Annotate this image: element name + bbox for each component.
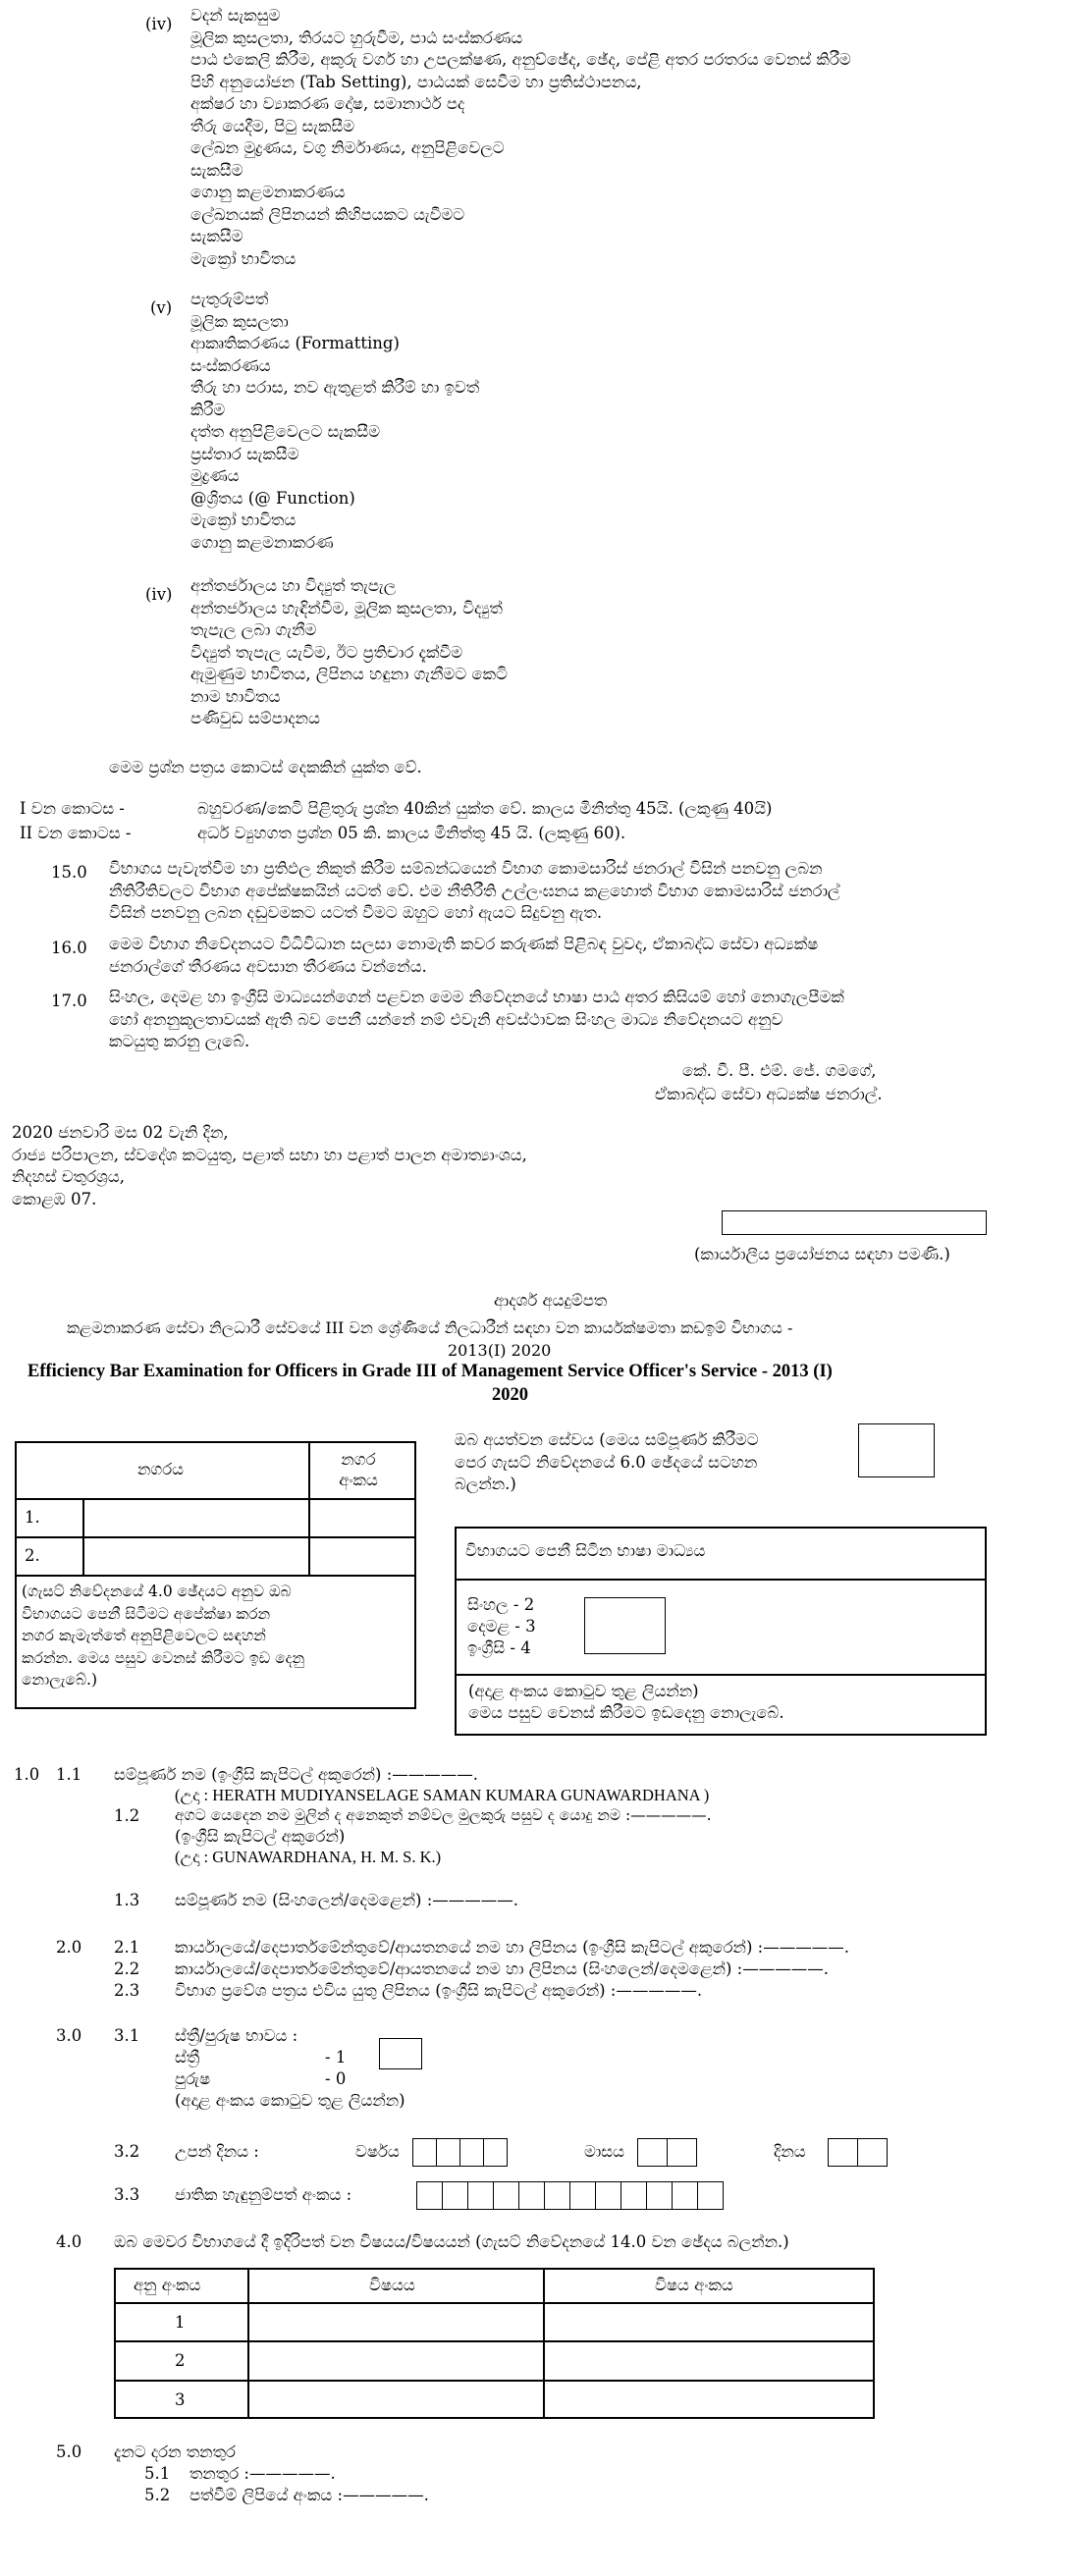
text-line: හෝ අනනුකූලතාවයක් ඇති බව පෙනී යන්නේ නම් එවැනි අවස්ථාවක සිංහල මාධ්‍ය නිවේදනයට අනුව xyxy=(109,1009,783,1029)
gender-label: ස්ත්‍රී/පුරුෂ භාවය : xyxy=(175,2026,298,2045)
year-label: වර්ෂය xyxy=(355,2142,400,2161)
divider xyxy=(455,1674,987,1676)
row-number: 2 xyxy=(175,2351,186,2370)
city-col-header: නගරය xyxy=(137,1460,185,1478)
q-number: 2.3 xyxy=(114,1981,140,2000)
text-line: පිහි අනුයෝජන (Tab Setting), පාඨයක් සෙවීම හා ප්‍රතිස්ථාපනය, xyxy=(190,72,642,91)
text-line: තීරු යෙදීම, පිටු සැකසීම xyxy=(190,116,355,135)
text-line: නොලැබේ.) xyxy=(22,1671,98,1689)
medium-option: සිංහල - 2 xyxy=(467,1595,535,1614)
text-line: ප්‍රස්තාර සැකසීම xyxy=(190,444,299,463)
text-line: ඔබ අයත්වන සේවය (මෙය සම්පූර්ණ කිරීමට xyxy=(455,1430,759,1449)
text-line: සිංහල, දෙමළ හා ඉංග්‍රීසි මාධ්‍යයන්ගෙන් පළවන මෙම නිවේදනයේ භාෂා පාඨ අතර කිසියම් හෝ නොගැලපීමක් xyxy=(109,988,844,1006)
text-line: කරන්න. මෙය පසුව වෙනස් කිරීමට ඉඩ දෙනු xyxy=(22,1648,305,1667)
text-line: @ශ්‍රිතය (@ Function) xyxy=(190,488,355,508)
clause-text xyxy=(109,858,840,925)
gender-code: - 0 xyxy=(325,2069,347,2088)
clause-number: 15.0 xyxy=(51,863,87,882)
subject-header: විෂයය xyxy=(369,2276,415,2294)
divider xyxy=(543,2268,545,2419)
divider xyxy=(114,2302,875,2304)
text-line: ලේඛනයක් ලිපිනයන් කිහිපයකට යැවීමට xyxy=(190,204,465,224)
office-use-box[interactable] xyxy=(722,1210,987,1235)
divider xyxy=(15,1536,416,1538)
nic-digit-box[interactable] xyxy=(493,2181,519,2210)
nic-digit-box[interactable] xyxy=(697,2181,724,2210)
syllabus-list-word-processing xyxy=(190,5,851,270)
text-line: පාඨ එකෙලි කිරීම, අකුරු වර්ග හා උපලක්ෂණ, අනුච්ඡේද, ඡේද, පේළි අතර පරතරය වෙනස් කිරීම xyxy=(190,50,851,69)
q-number: 2.1 xyxy=(114,1938,140,1957)
q-number: 1.3 xyxy=(114,1891,140,1909)
text-line: වදන් සැකසුම xyxy=(190,6,281,25)
q-note: (අදාළ අංකය කොටුව තුළ ලියන්න) xyxy=(175,2091,405,2110)
admission-address-field[interactable]: විභාග ප්‍රවේශ පත්‍රය එවිය යුතු ලිපිනය (ඉංග්‍රීසි කැපිටල් අකුරෙන්) :—————. xyxy=(175,1981,703,2000)
nic-digit-box[interactable] xyxy=(544,2181,570,2210)
year-digit-box[interactable] xyxy=(436,2138,460,2167)
syllabus-list-spreadsheets xyxy=(190,289,479,554)
text-line: විසින් පනවනු ලබන දඬුවමකට යටත් වීමට ඔහුට හෝ ඇයට සිදුවනු ඇත. xyxy=(109,903,603,922)
nic-digit-box[interactable] xyxy=(467,2181,494,2210)
full-name-english-field[interactable]: සම්පූර්ණ නම (ඉංග්‍රීසි කැපිටල් අකුරෙන්) :—————. xyxy=(114,1765,479,1784)
subject-1-input[interactable] xyxy=(251,2306,540,2338)
syllabus-list-internet xyxy=(190,575,508,730)
month-digit-box[interactable] xyxy=(667,2138,697,2167)
service-input-box[interactable] xyxy=(858,1423,935,1477)
text-line: කොළඹ 07. xyxy=(12,1189,97,1208)
text-line: සැකසීම xyxy=(190,160,243,180)
text-line: විභාගය පැවැත්වීම හා ප්‍රතිඵල නිකුත් කිරීම සම්බන්ධයෙන් විභාග කොමසාරිස් ජනරාල් විසින් පනවනු ලබන xyxy=(109,859,823,878)
appointment-letter-no-field[interactable]: පත්වීම් ලිපියේ අංකය :—————. xyxy=(189,2486,429,2504)
nic-digit-box[interactable] xyxy=(672,2181,698,2210)
nic-label: ජාතික හැඳුනුම්පත් අංකය : xyxy=(175,2185,352,2204)
text-line: සැකසීම xyxy=(190,227,243,245)
name-with-initials-field[interactable]: අගට යෙදෙන නම මුලින් ද අනෙකුත් නම්වල මුලකුරු පසුව ද යොදු නම :—————. xyxy=(175,1806,712,1824)
nic-digit-box[interactable] xyxy=(569,2181,596,2210)
form-title-english: Efficiency Bar Examination for Officers in Grade III of Management Service Officer's Service - 2013 (I) xyxy=(27,1362,833,1381)
signatory-title: ඒකාබද්ධ සේවා අධ්‍යක්ෂ ජනරාල්. xyxy=(655,1085,883,1103)
text-line: මෙම විභාග නිවේදනයට විධිවිධාන සලසා නොමැති කවර කරුණක් පිළිබඳ වුවද, ඒකාබද්ධ සේවා අධ්‍යක්ෂ xyxy=(109,935,819,953)
part1-text: බහුවරණ/කෙටි පිළිතුරු ප්‍රශ්න 40කින් යුක්ත වේ. කාලය මිනිත්තු 45යි. (ලකුණු 40යි) xyxy=(197,799,773,818)
example-text: (උදා : HERATH MUDIYANSELAGE SAMAN KUMARA GUNAWARDHANA ) xyxy=(175,1786,710,1804)
nic-digit-box[interactable] xyxy=(416,2181,443,2210)
medium-note: මෙය පසුව වෙනස් කිරීමට ඉඩදෙනු නොලැබේ. xyxy=(468,1703,784,1722)
text-line: අන්තර්ජාලය හා විද්‍යුත් තැපැල xyxy=(190,576,397,595)
nic-digit-box[interactable] xyxy=(595,2181,621,2210)
nic-digit-box[interactable] xyxy=(620,2181,647,2210)
divider xyxy=(247,2268,249,2419)
city-2-number-input[interactable] xyxy=(312,1540,412,1572)
city-1-input[interactable] xyxy=(86,1502,304,1533)
full-name-sinhala-field[interactable]: සම්පූර්ණ නම (සිංහලෙන්/දෙමළෙන්) :—————. xyxy=(175,1891,519,1909)
divider xyxy=(114,2340,875,2342)
text-line: තැපැල ලබා ගැනීම xyxy=(190,620,317,639)
city-table-note xyxy=(22,1581,304,1691)
divider xyxy=(114,2380,875,2382)
row-number: 2. xyxy=(25,1546,40,1565)
city-1-number-input[interactable] xyxy=(312,1502,412,1533)
q-number: 5.1 xyxy=(144,2464,171,2483)
day-digit-box[interactable] xyxy=(828,2138,858,2167)
text-line: අන්තර්ජාලය හැඳින්වීම, මූලික කුසලතා, විද්‍යුත් xyxy=(190,598,503,617)
row-number: 3 xyxy=(175,2390,186,2409)
office-address-english-field[interactable]: කාර්යාලයේ/දෙපාර්තමේන්තුවේ/ආයතනයේ නම හා ලිපිනය (ඉංග්‍රීසි කැපිටල් අකුරෙන්) :—————. xyxy=(175,1938,849,1957)
text-line: කටයුතු කරනු ලැබේ. xyxy=(109,1032,250,1050)
text-line: ඇමුණුම භාවිතය, ලිපිනය හඳුනා ගැනීමට කෙටි xyxy=(190,665,508,683)
text-line: දත්ත අනුපිළිවෙලට සැකසීම xyxy=(190,422,381,441)
text-line: නාම භාවිතය xyxy=(190,686,281,706)
date-address-block xyxy=(12,1122,527,1210)
divider xyxy=(15,1575,416,1577)
subject-1-number-input[interactable] xyxy=(547,2306,871,2338)
text-line: පණිවුඩ සම්පාදනය xyxy=(190,709,320,727)
month-digit-box[interactable] xyxy=(637,2138,668,2167)
section-number: (v) xyxy=(150,298,173,317)
text-line: විද්‍යුත් තැපැල යැවීම, ඊට ප්‍රතිචාර දැක්වීම xyxy=(190,642,463,662)
text-line: රාජ්‍ය පරිපාලන, ස්වදේශ කටයුතු, පළාත් සභා හා පළාත් පාලන අමාත්‍යාංශය, xyxy=(12,1145,527,1164)
medium-option: දෙමළ - 3 xyxy=(467,1617,536,1636)
text-line: සංස්කරණය xyxy=(190,355,271,375)
text-line: 2020 ජනවාරි මස 02 වැනි දින, xyxy=(12,1123,229,1142)
office-address-sinhala-field[interactable]: කාර්යාලයේ/දෙපාර්තමේන්තුවේ/ආයතනයේ නම හා ලිපිනය (සිංහලෙන්/දෙමළෙන්) :—————. xyxy=(175,1959,829,1978)
day-label: දිනය xyxy=(774,2142,806,2161)
form-title-sinhala: කළමනාකරණ සේවා නිලධාරී සේවයේ III වන ශ්‍රේණියේ නිලධාරීන් සඳහා වන කාර්යක්ෂමතා කඩඉම් විභාගය - xyxy=(67,1318,793,1337)
q-number: 5.0 xyxy=(56,2442,82,2461)
q-note: (ඉංග්‍රීසි කැපිටල් අකුරෙන්) xyxy=(175,1827,346,1846)
q-number: 3.2 xyxy=(114,2142,140,2161)
text-line: කිරීම xyxy=(190,400,226,419)
text-line: මූලික කුසලතා, තිරයට හුරුවීම, පාඨ සංස්කරණය xyxy=(190,27,523,47)
q-number: 1.0 xyxy=(14,1765,40,1784)
nic-digit-box[interactable] xyxy=(646,2181,673,2210)
text-line: මැක්‍රෝ භාවිතය xyxy=(190,510,297,529)
text-line: ගොනු කළමනාකරණය xyxy=(190,183,346,201)
nic-digit-box[interactable] xyxy=(518,2181,545,2210)
q-number: 1.1 xyxy=(56,1765,82,1784)
gender-option: පුරුෂ xyxy=(175,2069,211,2088)
q-number: 2.0 xyxy=(56,1938,82,1957)
clause-text xyxy=(109,934,818,978)
q-number: 3.3 xyxy=(114,2185,140,2204)
text-line: තීරු හා පරාස, නව ඇතුළත් කිරීම් හා ඉවත් xyxy=(190,378,480,397)
year-digit-box[interactable] xyxy=(483,2138,508,2167)
clause-text xyxy=(109,987,844,1053)
subject-3-number-input[interactable] xyxy=(547,2384,871,2416)
gender-option: ස්ත්‍රී xyxy=(175,2048,200,2066)
serial-no-header: අනු අංකය xyxy=(134,2276,201,2294)
post-field[interactable]: තනතුර :—————. xyxy=(189,2464,336,2483)
text-line: ආකෘතිකරණය (Formatting) xyxy=(190,334,400,352)
text-line: මුද්‍රණය xyxy=(190,466,240,485)
form-heading: ආදර්ශ අයදුම්පත xyxy=(494,1291,608,1310)
divider xyxy=(82,1498,84,1575)
text-line: මූලික කුසලතා xyxy=(190,311,289,331)
q-number: 4.0 xyxy=(56,2232,82,2251)
q-number: 1.2 xyxy=(114,1806,140,1825)
medium-note: (අදාළ අංකය කොටුව තුළ ලියන්න) xyxy=(468,1682,699,1700)
text-line: අක්ෂර හා ව්‍යාකරණ දෝෂ, සමානාර්ථ පද xyxy=(190,94,465,113)
nic-digit-box[interactable] xyxy=(442,2181,468,2210)
signatory-name: කේ. වී. පී. එම්. ජේ. ගමගේ, xyxy=(682,1061,877,1080)
text-line: ලේඛන මුද්‍රණය, වගු නිර්මාණය, අනුපිළිවෙලට xyxy=(190,138,505,157)
medium-option: ඉංග්‍රීසි - 4 xyxy=(467,1638,531,1657)
q-number: 5.2 xyxy=(144,2486,171,2504)
example-text: (උදා : GUNAWARDHANA, H. M. S. K.) xyxy=(175,1848,442,1866)
form-title-sinhala-year: 2013(I) 2020 xyxy=(448,1341,552,1360)
text-line: පැතුරුම්පත් xyxy=(190,290,269,308)
month-label: මාසය xyxy=(584,2142,625,2161)
part2-text: අර්ධ ව්‍යුහගත ප්‍රශ්න 05 කි. කාලය මිනිත්තු 45 යි. (ලකුණු 60). xyxy=(197,824,626,842)
office-use-label: (කාර්යාලීය ප්‍රයෝජනය සඳහා පමණි.) xyxy=(694,1245,950,1263)
text-line: මැක්‍රෝ භාවිතය xyxy=(190,248,297,268)
text-line: ජනරාල්ගේ තීරණය අවසාන තීරණය වන්නේය. xyxy=(109,956,427,976)
text-line: ගොනු කළමනාකරණ xyxy=(190,532,334,552)
day-digit-box[interactable] xyxy=(857,2138,888,2167)
subject-2-input[interactable] xyxy=(251,2344,540,2377)
paper-structure-note: මෙම ප්‍රශ්න පත්‍රය කොටස් දෙකකින් යුක්ත වේ. xyxy=(109,758,422,777)
row-number: 1. xyxy=(25,1508,40,1527)
subjects-instruction: ඔබ මෙවර විභාගයේ දී ඉදිරිපත් වන විෂයය/විෂයයන් (ගැසට් නිවේදනයේ 14.0 වන ඡේදය බලන්න.) xyxy=(114,2232,789,2251)
birth-date-label: උපන් දිනය : xyxy=(175,2142,259,2161)
q-number: 3.1 xyxy=(114,2026,140,2045)
section-number: (iv) xyxy=(145,15,173,33)
year-digit-box[interactable] xyxy=(459,2138,484,2167)
row-number: 1 xyxy=(175,2313,186,2332)
q-number: 2.2 xyxy=(114,1959,140,1978)
current-post-label: දැනට දරන තනතුර xyxy=(114,2442,236,2461)
clause-number: 17.0 xyxy=(51,992,87,1010)
gender-input-box[interactable] xyxy=(379,2038,422,2069)
city-no-col-header: නගර අංකය xyxy=(339,1450,378,1489)
medium-input-box[interactable] xyxy=(584,1597,666,1654)
year-digit-box[interactable] xyxy=(412,2138,437,2167)
text-line: නීතිරීතිවලට විභාග අපේක්ෂකයින් යටත් වේ. එම නීතිරීති උල්ලංඝනය කළහොත් විභාග කොමසාරිස් ජනරාල් xyxy=(109,881,840,900)
part1-label: I වන කොටස - xyxy=(20,799,125,818)
city-2-input[interactable] xyxy=(86,1540,304,1572)
divider xyxy=(455,1579,987,1581)
text-line: නගර කැමැත්තේ අනුපිළිවෙලට සඳහන් xyxy=(22,1627,266,1644)
text-line: බලන්න.) xyxy=(455,1475,516,1493)
divider xyxy=(308,1441,310,1575)
text-line: (ගැසට් නිවේදනයේ 4.0 ඡේදයට අනුව ඔබ xyxy=(22,1583,292,1600)
subject-3-input[interactable] xyxy=(251,2384,540,2416)
medium-heading: විභාගයට පෙනී සිටින භාෂා මාධ්‍යය xyxy=(465,1541,706,1560)
text-line: නිදහස් චතුරශ්‍රය, xyxy=(12,1167,125,1186)
gender-code: - 1 xyxy=(325,2048,347,2066)
form-title-english-year: 2020 xyxy=(492,1385,528,1405)
subject-2-number-input[interactable] xyxy=(547,2344,871,2377)
part2-label: II වන කොටස - xyxy=(20,824,132,842)
clause-number: 16.0 xyxy=(51,939,87,957)
service-note xyxy=(455,1429,759,1496)
text-line: පෙර ගැසට් නිවේදනයේ 6.0 ඡේදයේ සටහන xyxy=(455,1452,758,1472)
section-number: (iv) xyxy=(145,585,173,604)
subject-no-header: විෂය අංකය xyxy=(655,2276,733,2294)
q-number: 3.0 xyxy=(56,2026,82,2045)
text-line: විභාගයට පෙනී සිටීමට අපේක්ෂා කරන xyxy=(22,1604,271,1623)
divider xyxy=(15,1498,416,1500)
